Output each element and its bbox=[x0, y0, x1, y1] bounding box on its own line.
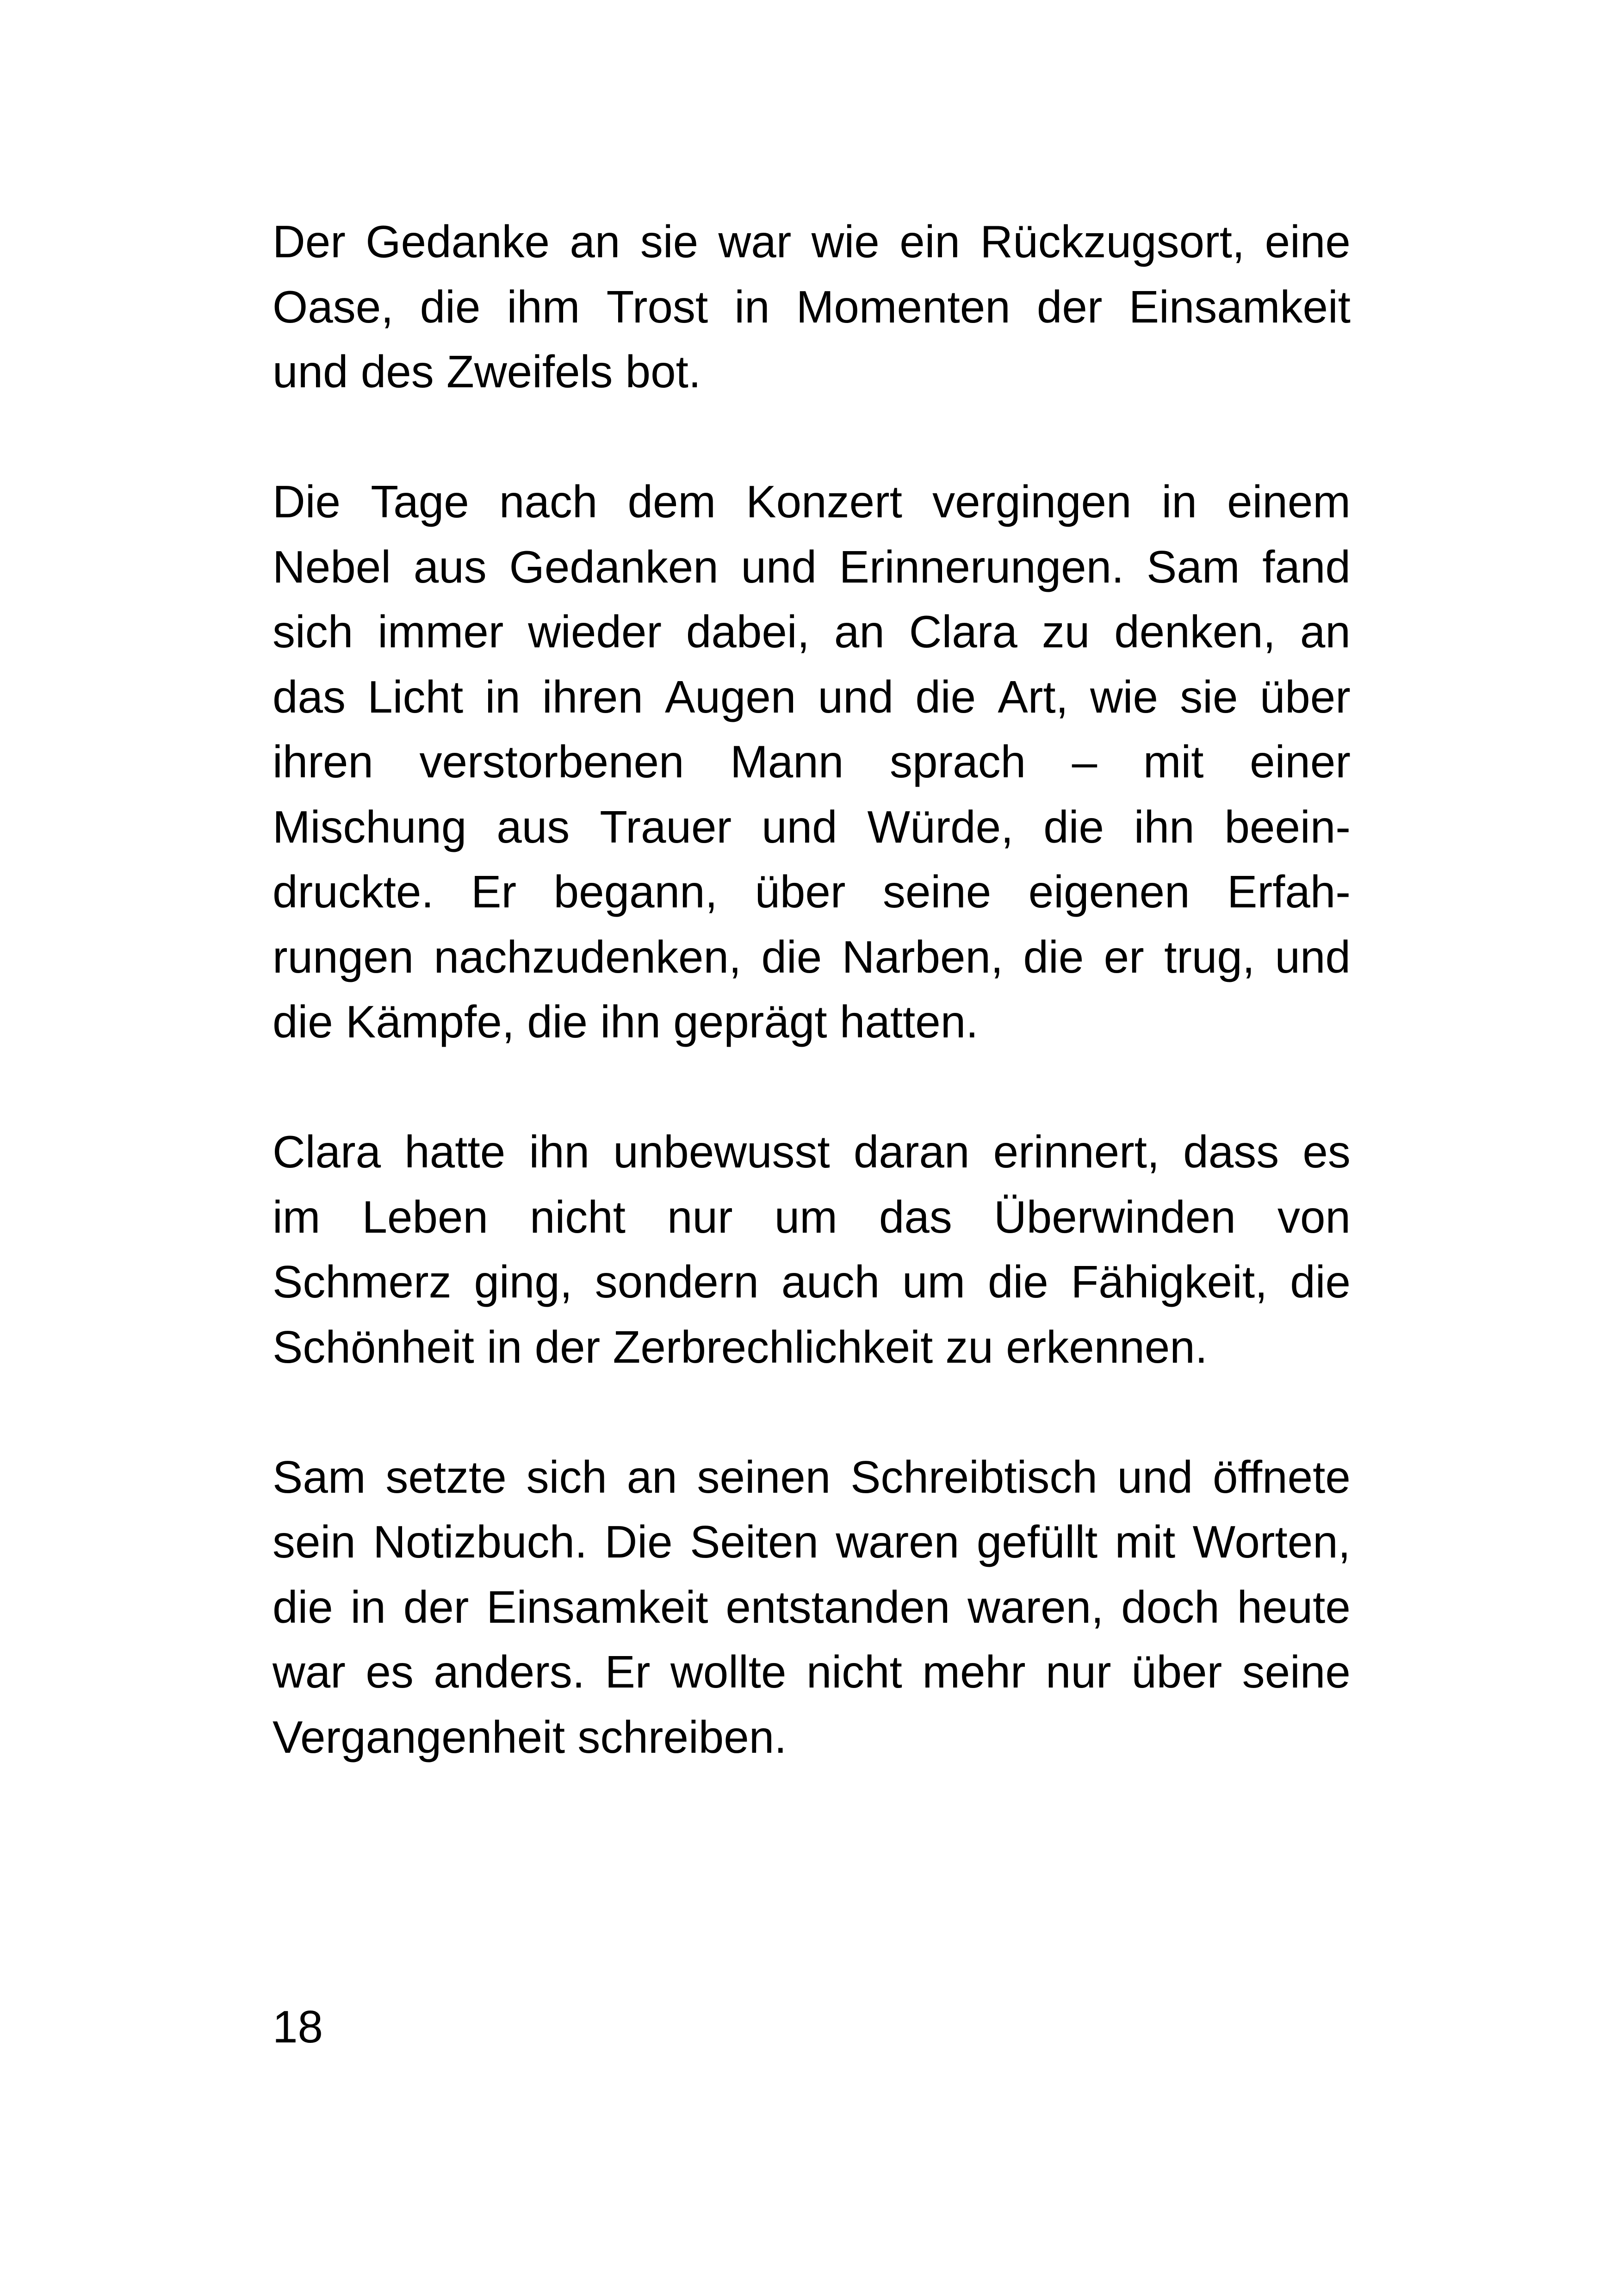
text-line: Die Tage nach dem Konzert vergingen in einem bbox=[273, 476, 1351, 527]
text-line: rungen nachzudenken, die Narben, die er trug, und bbox=[273, 931, 1351, 982]
text-line: Nebel aus Gedanken und Erinnerungen. Sam fand bbox=[273, 541, 1351, 592]
text-line: das Licht in ihren Augen und die Art, wie sie über bbox=[273, 671, 1351, 722]
text-line: sein Notizbuch. Die Seiten waren gefüllt mit Worten, bbox=[273, 1516, 1351, 1567]
text-line: sich immer wieder dabei, an Clara zu denken, an bbox=[273, 606, 1351, 657]
text-line: Schmerz ging, sondern auch um die Fähigkeit, die bbox=[273, 1256, 1351, 1307]
text-line: im Leben nicht nur um das Überwinden von bbox=[273, 1191, 1351, 1242]
page-number: 18 bbox=[273, 2001, 323, 2052]
paragraph bbox=[273, 469, 1351, 1055]
paragraph bbox=[273, 209, 1351, 404]
text-line: und des Zweifels bot. bbox=[273, 346, 701, 397]
paragraph-gap bbox=[273, 404, 1351, 470]
paragraph-gap bbox=[273, 1379, 1351, 1445]
paragraph bbox=[273, 1445, 1351, 1770]
text-line: druckte. Er begann, über seine eigenen Erfah- bbox=[273, 866, 1351, 917]
body-text bbox=[273, 209, 1351, 1769]
text-line: Sam setzte sich an seinen Schreibtisch und öffnete bbox=[273, 1451, 1351, 1502]
text-line: Clara hatte ihn unbewusst daran erinnert, dass es bbox=[273, 1126, 1351, 1177]
text-line: Mischung aus Trauer und Würde, die ihn beein- bbox=[273, 801, 1351, 852]
paragraph-gap bbox=[273, 1055, 1351, 1120]
text-line: Schönheit in der Zerbrechlichkeit zu erkennen. bbox=[273, 1321, 1208, 1372]
text-line: Vergangenheit schreiben. bbox=[273, 1711, 787, 1762]
text-line: Der Gedanke an sie war wie ein Rückzugsort, eine bbox=[273, 216, 1351, 267]
text-line: die in der Einsamkeit entstanden waren, doch heute bbox=[273, 1581, 1351, 1632]
text-line: die Kämpfe, die ihn geprägt hatten. bbox=[273, 996, 979, 1047]
text-line: ihren verstorbenen Mann sprach – mit einer bbox=[273, 736, 1351, 787]
text-line: Oase, die ihm Trost in Momenten der Einsamkeit bbox=[273, 281, 1351, 332]
paragraph bbox=[273, 1119, 1351, 1379]
text-line: war es anders. Er wollte nicht mehr nur über seine bbox=[273, 1646, 1351, 1697]
